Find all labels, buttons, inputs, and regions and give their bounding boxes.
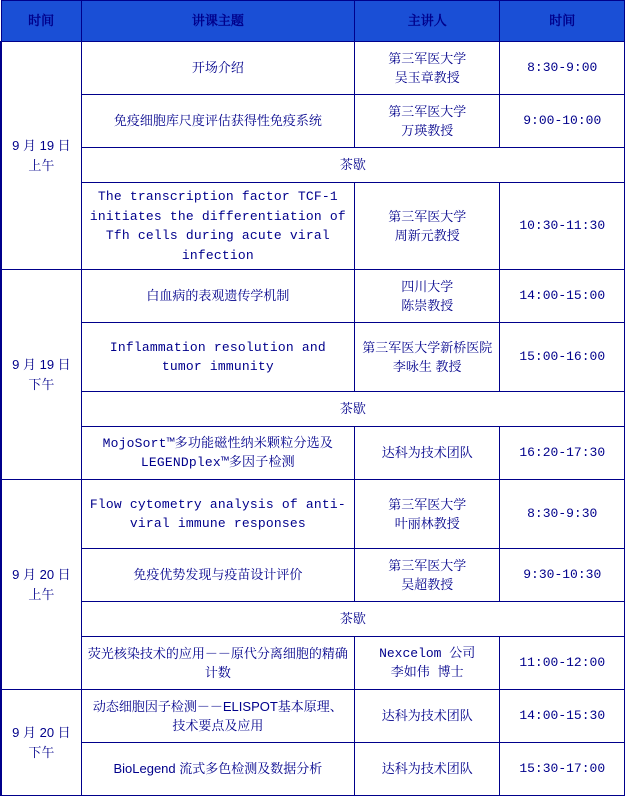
table-row xyxy=(1,270,625,323)
header-cell-time: 时间 xyxy=(1,1,81,42)
speaker-cell xyxy=(354,427,500,480)
speaker-affiliation: 达科为技术团队 xyxy=(381,445,473,461)
time-slot-cell: 9:00-10:00 xyxy=(500,95,625,148)
speaker-name: 李如伟 博士 xyxy=(390,665,464,680)
speaker-cell xyxy=(354,270,500,323)
speaker-name: 叶丽林教授 xyxy=(394,516,460,531)
speaker-name: 吴超教授 xyxy=(401,577,454,592)
topic-cell: Inflammation resolution and tumor immunity xyxy=(81,323,354,392)
speaker-affiliation: 第三军医大学 xyxy=(388,103,467,119)
session-date-line1: 9 月 19 日 xyxy=(12,357,71,372)
speaker-name: 陈崇教授 xyxy=(401,298,454,313)
table-row xyxy=(1,427,625,480)
table-header-row xyxy=(1,1,625,42)
table-row xyxy=(1,42,625,95)
speaker-name: 吴玉章教授 xyxy=(394,70,460,85)
speaker-name: 周新元教授 xyxy=(394,228,460,243)
speaker-cell xyxy=(354,323,500,392)
time-slot-cell: 16:20-17:30 xyxy=(500,427,625,480)
topic-cell: 白血病的表观遗传学机制 xyxy=(81,270,354,323)
session-date-line1: 9 月 20 日 xyxy=(12,567,71,582)
speaker-name: 万瑛教授 xyxy=(401,123,454,138)
time-slot-cell: 14:00-15:30 xyxy=(500,690,625,743)
time-slot-cell: 11:00-12:00 xyxy=(500,637,625,690)
table-row xyxy=(1,323,625,392)
break-row xyxy=(1,602,625,637)
time-slot-cell: 14:00-15:00 xyxy=(500,270,625,323)
speaker-affiliation: Nexcelom 公司 xyxy=(379,645,476,661)
topic-cell: BioLegend 流式多色检测及数据分析 xyxy=(81,743,354,796)
topic-cell: 免疫细胞库尺度评估获得性免疫系统 xyxy=(81,95,354,148)
table-row xyxy=(1,549,625,602)
speaker-affiliation: 达科为技术团队 xyxy=(381,708,473,724)
speaker-cell xyxy=(354,42,500,95)
time-slot-cell: 15:00-16:00 xyxy=(500,323,625,392)
table-row xyxy=(1,95,625,148)
table-row xyxy=(1,690,625,743)
time-slot-cell: 8:30-9:00 xyxy=(500,42,625,95)
table-body xyxy=(1,42,625,796)
session-date-cell xyxy=(1,690,81,796)
session-date-line2: 下午 xyxy=(28,744,55,760)
speaker-cell xyxy=(354,183,500,270)
speaker-affiliation: 第三军医大学 xyxy=(388,208,467,224)
topic-cell: 开场介绍 xyxy=(81,42,354,95)
speaker-cell xyxy=(354,743,500,796)
session-date-line2: 下午 xyxy=(28,376,55,392)
table-row xyxy=(1,480,625,549)
speaker-affiliation: 第三军医大学 xyxy=(388,496,467,512)
topic-cell: 动态细胞因子检测－－ELISPOT基本原理、技术要点及应用 xyxy=(81,690,354,743)
speaker-affiliation: 四川大学 xyxy=(401,278,454,294)
table-row xyxy=(1,743,625,796)
break-label: 茶歇 xyxy=(81,392,624,427)
speaker-affiliation: 第三军医大学 xyxy=(388,50,467,66)
break-row xyxy=(1,148,625,183)
speaker-affiliation: 第三军医大学新桥医院 xyxy=(362,339,493,355)
speaker-affiliation: 达科为技术团队 xyxy=(381,761,473,777)
session-date-line2: 上午 xyxy=(28,157,55,173)
topic-cell: The transcription factor TCF-1 initiates the differentiation of Tfh cells during acute viral infection xyxy=(81,183,354,270)
session-date-cell xyxy=(1,270,81,480)
session-date-line1: 9 月 20 日 xyxy=(12,725,71,740)
table-row xyxy=(1,183,625,270)
table-row xyxy=(1,637,625,690)
break-row xyxy=(1,392,625,427)
break-label: 茶歇 xyxy=(81,602,624,637)
speaker-cell xyxy=(354,95,500,148)
topic-cell: Flow cytometry analysis of anti-viral immune responses xyxy=(81,480,354,549)
speaker-name: 李咏生 教授 xyxy=(392,359,462,374)
time-slot-cell: 9:30-10:30 xyxy=(500,549,625,602)
session-date-line1: 9 月 19 日 xyxy=(12,138,71,153)
speaker-cell xyxy=(354,480,500,549)
time-slot-cell: 10:30-11:30 xyxy=(500,183,625,270)
speaker-affiliation: 第三军医大学 xyxy=(388,557,467,573)
speaker-cell xyxy=(354,690,500,743)
topic-cell: MojoSort™多功能磁性纳米颗粒分选及 LEGENDplex™多因子检测 xyxy=(81,427,354,480)
session-date-cell xyxy=(1,42,81,270)
speaker-cell xyxy=(354,549,500,602)
session-date-cell xyxy=(1,480,81,690)
speaker-cell xyxy=(354,637,500,690)
time-slot-cell: 15:30-17:00 xyxy=(500,743,625,796)
break-label: 茶歇 xyxy=(81,148,624,183)
session-date-line2: 上午 xyxy=(28,586,55,602)
time-slot-cell: 8:30-9:30 xyxy=(500,480,625,549)
header-cell-slot: 时间 xyxy=(500,1,625,42)
header-cell-speaker: 主讲人 xyxy=(354,1,500,42)
topic-cell: 荧光核染技术的应用－－原代分离细胞的精确计数 xyxy=(81,637,354,690)
header-cell-topic: 讲课主题 xyxy=(81,1,354,42)
topic-cell: 免疫优势发现与疫苗设计评价 xyxy=(81,549,354,602)
